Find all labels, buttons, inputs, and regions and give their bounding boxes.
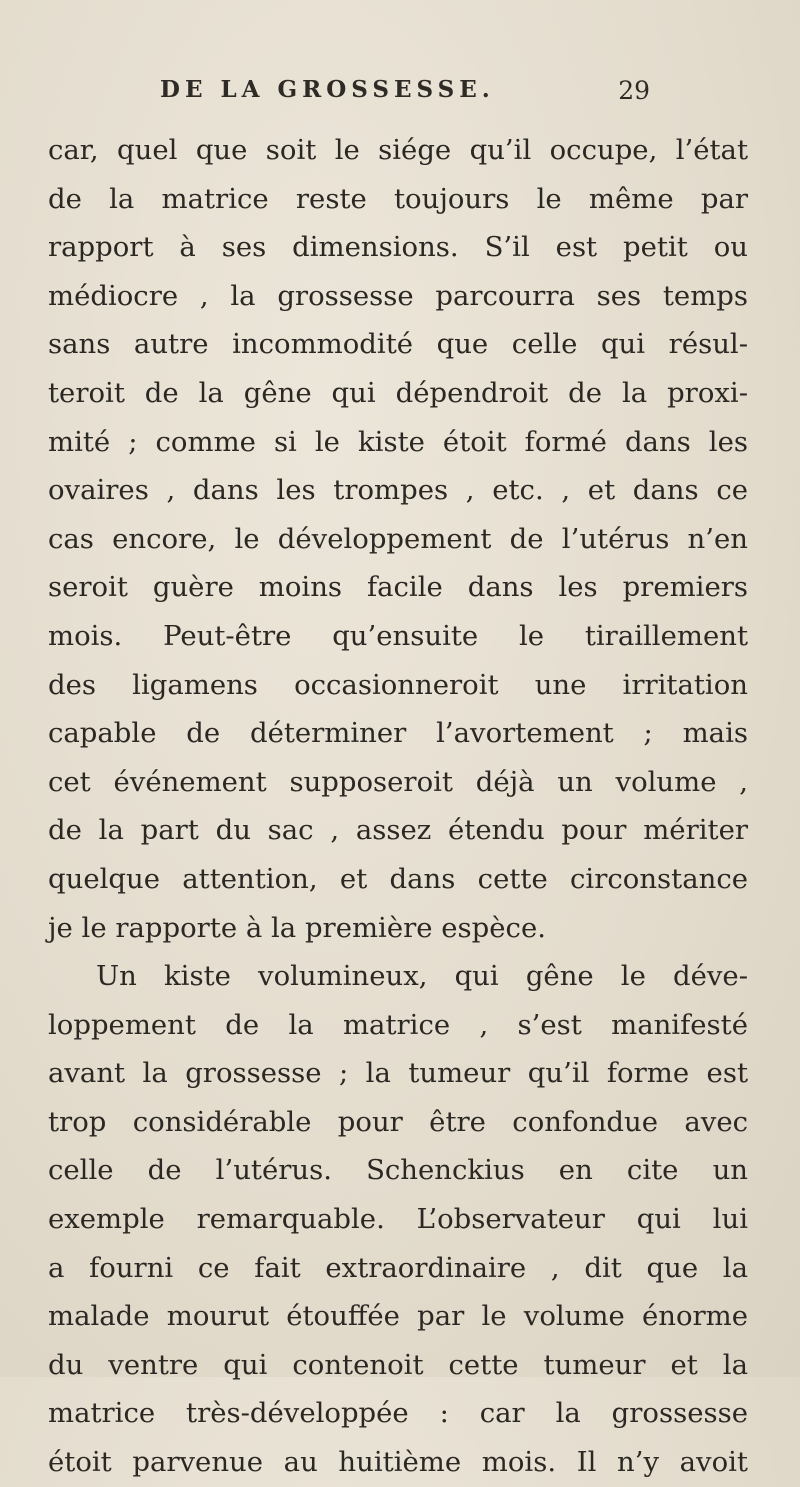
text-line: je le rapporte à la première espèce. (48, 911, 546, 944)
text-line: du ventre qui contenoit cette tumeur et la (48, 1348, 748, 1381)
text-line: teroit de la gêne qui dépendroit de la proxi- (48, 376, 748, 409)
text-line: de la part du sac , assez étendu pour mériter (48, 814, 748, 847)
text-line: mois. Peut-être qu’ensuite le tiraillement (48, 619, 748, 652)
page-number: 29 (618, 76, 650, 105)
text-line: avant la grossesse ; la tumeur qu’il forme est (48, 1057, 748, 1090)
text-line: loppement de la matrice , s’est manifesté (48, 1008, 748, 1041)
text-line: car, quel que soit le siége qu’il occupe, l’état (48, 134, 748, 166)
text-line: cas encore, le développement de l’utérus n’en (48, 522, 748, 555)
text-line: trop considérable pour être confondue avec (48, 1105, 748, 1138)
text-line: sans autre incommodité que celle qui résul- (48, 328, 748, 361)
text-line: quelque attention, et dans cette circonstance (48, 862, 748, 895)
text-line: étoit parvenue au huitième mois. Il n’y avoit (48, 1446, 748, 1479)
text-line: a fourni ce fait extraordinaire , dit que la (48, 1251, 748, 1284)
text-line: mité ; comme si le kiste étoit formé dans les (48, 425, 748, 458)
text-line: capable de déterminer l’avortement ; mais (48, 717, 748, 750)
text-line: celle de l’utérus. Schenckius en cite un (48, 1154, 748, 1187)
text-line: matrice très-développée : car la grossesse (48, 1397, 748, 1430)
text-line: rapport à ses dimensions. S’il est petit ou (48, 231, 748, 264)
running-head (160, 76, 660, 116)
text-line: des ligamens occasionneroit une irritation (48, 668, 748, 701)
text-line: ovaires , dans les trompes , etc. , et dans ce (48, 474, 748, 507)
body-text (48, 126, 748, 1487)
text-line: médiocre , la grossesse parcourra ses temps (48, 279, 748, 312)
text-line: cet événement supposeroit déjà un volume , (48, 765, 748, 798)
text-line: seroit guère moins facile dans les premiers (48, 571, 748, 604)
text-line: de la matrice reste toujours le même par (48, 182, 748, 215)
text-line: exemple remarquable. L’observateur qui lui (48, 1203, 748, 1236)
paragraph-start-line: Un kiste volumineux, qui gêne le déve- (96, 960, 748, 993)
chapter-title: DE LA GROSSESSE. (160, 76, 495, 103)
text-line: malade mourut étouffée par le volume énorme (48, 1300, 748, 1333)
